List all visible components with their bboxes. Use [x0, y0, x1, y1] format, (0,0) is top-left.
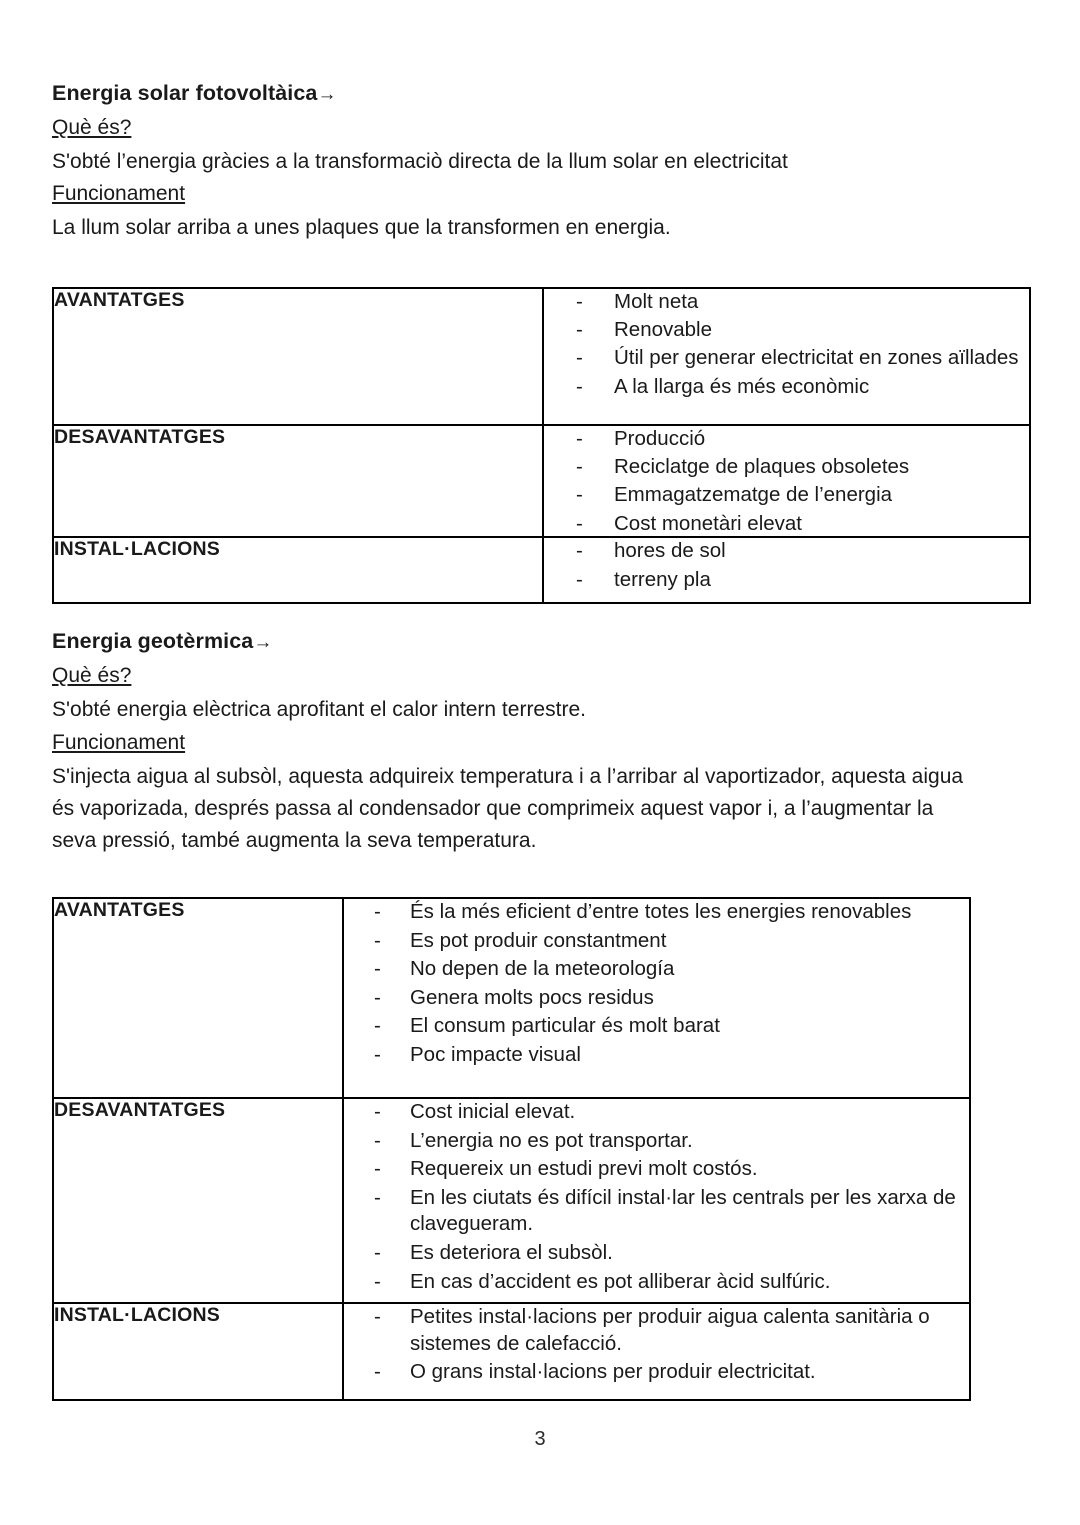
- list-item: [344, 956, 969, 983]
- arrow-right-icon: →: [253, 632, 273, 654]
- dash-list: [544, 289, 1029, 400]
- section-heading-geothermal-text: Energia geotèrmica: [52, 629, 254, 654]
- list-item: [544, 538, 1029, 563]
- list-item-text: En les ciutats és difícil instal·lar les centrals per les xarxa de clavegueram.: [410, 1185, 956, 1236]
- dash-bullet: -: [374, 1304, 381, 1328]
- list-item: [544, 454, 1029, 479]
- dash-bullet: -: [576, 426, 583, 450]
- dash-bullet: -: [374, 928, 381, 952]
- list-item-text: El consum particular és molt barat: [410, 1014, 720, 1038]
- list-item: [544, 426, 1029, 451]
- section-geothermal: [52, 626, 1028, 1401]
- dash-list: [544, 538, 1029, 592]
- functioning-text-geothermal: S'injecta aigua al subsòl, aquesta adquireix temperatura i a l’arribar al vaportizador, aquesta aigua és vaporizada, després passa al condensador que comprimeix aquest vapor i, a l’augmentar la seva pressió, també augmenta la seva temperatura.: [52, 765, 964, 852]
- list-item: [344, 1042, 969, 1069]
- list-item-text: Molt neta: [614, 289, 699, 313]
- dash-bullet: -: [576, 346, 583, 370]
- section-solar: [52, 78, 1028, 604]
- list-item: [344, 1304, 969, 1357]
- dash-bullet: -: [576, 374, 583, 398]
- list-item-text: Petites instal·lacions per produir aigua calenta sanitària o sistemes de calefacció.: [410, 1304, 930, 1355]
- dash-bullet: -: [374, 1185, 381, 1209]
- list-item: [344, 928, 969, 955]
- what-is-label-wrap-solar: [52, 113, 1028, 146]
- list-item-text: Requereix un estudi previ molt costós.: [410, 1157, 758, 1181]
- list-item: [544, 317, 1029, 342]
- table-row: [53, 1303, 970, 1400]
- arrow-right-icon: →: [317, 84, 337, 105]
- row-label-installacions: INSTAL·LACIONS: [53, 1303, 343, 1400]
- list-item: [344, 1185, 969, 1238]
- table-row: [53, 1098, 970, 1303]
- list-item-text: Es deteriora el subsòl.: [410, 1241, 613, 1265]
- list-item: [544, 511, 1029, 536]
- row-label-avantatges: AVANTATGES: [53, 288, 543, 425]
- row-items-avantatges: [343, 898, 970, 1098]
- list-item-text: Renovable: [614, 318, 713, 341]
- list-item: [344, 1240, 969, 1267]
- row-items-desavantatges: [343, 1098, 970, 1303]
- dash-bullet: -: [374, 1157, 381, 1181]
- what-is-text-geothermal: S'obté energia elèctrica aprofitant el calor intern terrestre.: [52, 697, 586, 721]
- list-item: [544, 345, 1029, 370]
- list-item: [544, 374, 1029, 399]
- list-item: [344, 1099, 969, 1126]
- list-item-text: Cost monetàri elevat: [614, 511, 803, 535]
- dash-bullet: -: [374, 985, 381, 1009]
- section-heading-solar-text: Energia solar fotovoltàica: [52, 81, 318, 105]
- what-is-label-geothermal: Què és?: [52, 664, 132, 688]
- table-row: [53, 288, 1030, 425]
- list-item-text: A la llarga és més econòmic: [614, 374, 870, 398]
- list-item-text: hores de sol: [614, 539, 726, 563]
- what-is-label-solar: Què és?: [52, 115, 132, 139]
- dash-bullet: -: [374, 1014, 381, 1038]
- functioning-label-wrap-geothermal: [52, 728, 1028, 761]
- list-item: [344, 1128, 969, 1155]
- row-items-installacions: [343, 1303, 970, 1400]
- dash-bullet: -: [374, 957, 381, 981]
- dash-bullet: -: [374, 1099, 381, 1123]
- what-is-label-wrap-geothermal: [52, 661, 1028, 694]
- section-heading-solar: [52, 78, 1028, 109]
- dash-list: [344, 1304, 969, 1386]
- list-item: [544, 567, 1029, 592]
- table-row: [53, 537, 1030, 603]
- functioning-text-solar: La llum solar arriba a unes plaques que la transformen en energia.: [52, 215, 671, 239]
- list-item-text: O grans instal·lacions per produir electricitat.: [410, 1360, 816, 1384]
- list-item: [544, 289, 1029, 314]
- list-item: [344, 899, 969, 926]
- dash-bullet: -: [374, 1269, 381, 1293]
- dash-bullet: -: [576, 511, 583, 535]
- dash-bullet: -: [576, 567, 583, 591]
- row-label-installacions: INSTAL·LACIONS: [53, 537, 543, 603]
- list-item-text: En cas d’accident es pot alliberar àcid sulfúric.: [410, 1269, 831, 1293]
- list-item-text: És la més eficient d’entre totes les energies renovables: [410, 899, 912, 923]
- functioning-label-solar: Funcionament: [52, 182, 186, 206]
- dash-bullet: -: [576, 483, 583, 507]
- list-item: [344, 1269, 969, 1296]
- list-item-text: terreny pla: [614, 567, 711, 591]
- functioning-label-wrap-solar: [52, 179, 1028, 212]
- list-item-text: Producció: [614, 426, 706, 450]
- page-number: 3: [534, 1428, 546, 1450]
- list-item-text: Emmagatzematge de l’energia: [614, 483, 893, 507]
- table-row: [53, 898, 970, 1098]
- dash-list: [344, 1099, 969, 1295]
- list-item: [344, 985, 969, 1012]
- dash-bullet: -: [374, 1043, 381, 1067]
- list-item-text: Genera molts pocs residus: [410, 985, 654, 1009]
- dash-bullet: -: [374, 899, 381, 923]
- list-item-text: Útil per generar electricitat en zones aïllades: [614, 346, 1019, 370]
- table-geothermal: [52, 897, 971, 1401]
- dash-bullet: -: [576, 318, 583, 341]
- list-item-text: Reciclatge de plaques obsoletes: [614, 455, 910, 478]
- section-heading-geothermal: [52, 626, 1028, 657]
- row-label-avantatges: AVANTATGES: [53, 898, 343, 1098]
- table-solar: [52, 287, 1031, 605]
- row-items-installacions: [543, 537, 1030, 603]
- row-items-avantatges: [543, 288, 1030, 425]
- what-is-text-solar: S'obté l’energia gràcies a la transformaciò directa de la llum solar en electricitat: [52, 149, 788, 173]
- list-item-text: Es pot produir constantment: [410, 928, 667, 952]
- row-label-desavantatges: DESAVANTATGES: [53, 1098, 343, 1303]
- dash-bullet: -: [576, 539, 583, 563]
- list-item-text: No depen de la meteorología: [410, 957, 675, 981]
- dash-bullet: -: [374, 1241, 381, 1265]
- functioning-label-geothermal: Funcionament: [52, 730, 186, 754]
- list-item: [344, 1013, 969, 1040]
- table-row: [53, 425, 1030, 538]
- dash-bullet: -: [576, 455, 583, 478]
- list-item-text: Cost inicial elevat.: [410, 1099, 576, 1123]
- dash-bullet: -: [576, 289, 583, 313]
- section-spacer: [52, 604, 1028, 626]
- row-items-desavantatges: [543, 425, 1030, 538]
- list-item-text: L’energia no es pot transportar.: [410, 1128, 693, 1152]
- dash-bullet: -: [374, 1360, 381, 1384]
- list-item: [544, 482, 1029, 507]
- dash-bullet: -: [374, 1128, 381, 1152]
- dash-list: [544, 426, 1029, 537]
- row-label-desavantatges: DESAVANTATGES: [53, 425, 543, 538]
- list-item-text: Poc impacte visual: [410, 1043, 581, 1067]
- dash-list: [344, 899, 969, 1069]
- list-item: [344, 1156, 969, 1183]
- list-item: [344, 1359, 969, 1386]
